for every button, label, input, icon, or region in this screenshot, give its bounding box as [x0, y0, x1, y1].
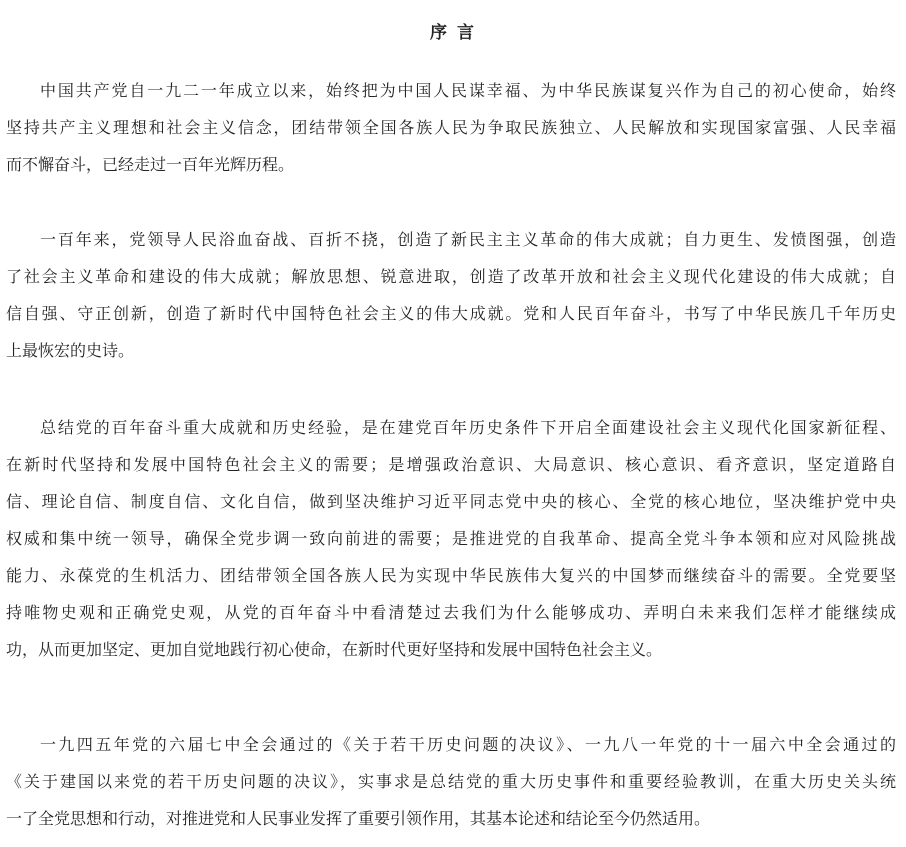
- paragraph-3: [6, 409, 896, 668]
- text-line: 持唯物史观和正确党史观，从党的百年奋斗中看清楚过去我们为什么能够成功、弄明白未来我们怎样才能继续成: [6, 603, 896, 622]
- paragraph-2: [6, 221, 896, 369]
- text-line: 《关于建国以来党的若干历史问题的决议》，实事求是总结党的重大历史事件和重要经验教训，在重大历史关头统: [6, 772, 896, 791]
- text-line: 一了全党思想和行动，对推进党和人民事业发挥了重要引领作用，其基本论述和结论至今仍然适用。: [6, 809, 711, 828]
- text-line: 权威和集中统一领导，确保全党步调一致向前进的需要；是推进党的自我革命、提高全党斗争本领和应对风险挑战: [6, 529, 896, 548]
- text-line: 功，从而更加坚定、更加自觉地践行初心使命，在新时代更好坚持和发展中国特色社会主义。: [6, 640, 663, 659]
- text-line: 信、理论自信、制度自信、文化自信，做到坚决维护习近平同志党中央的核心、全党的核心地位，坚决维护党中央: [6, 492, 896, 511]
- text-line: 上最恢宏的史诗。: [6, 341, 135, 360]
- text-line: 而不懈奋斗，已经走过一百年光辉历程。: [6, 155, 295, 174]
- paragraph-4: [6, 726, 896, 837]
- text-line: 能力、永葆党的生机活力、团结带领全国各族人民为实现中华民族伟大复兴的中国梦而继续奋斗的需要。全党要坚: [6, 566, 896, 585]
- text-line: 一百年来，党领导人民浴血奋战、百折不挠，创造了新民主主义革命的伟大成就；自力更生、发愤图强，创造: [40, 230, 896, 249]
- paragraph-1: [6, 72, 896, 183]
- text-line: 中国共产党自一九二一年成立以来，始终把为中国人民谋幸福、为中华民族谋复兴作为自己的初心使命，始终: [40, 81, 896, 100]
- text-line: 坚持共产主义理想和社会主义信念，团结带领全国各族人民为争取民族独立、人民解放和实现国家富强、人民幸福: [6, 118, 896, 137]
- text-line: 了社会主义革命和建设的伟大成就；解放思想、锐意进取，创造了改革开放和社会主义现代化建设的伟大成就；自: [6, 267, 896, 286]
- text-line: 一九四五年党的六届七中全会通过的《关于若干历史问题的决议》、一九八一年党的十一届六中全会通过的: [40, 735, 896, 754]
- text-line: 总结党的百年奋斗重大成就和历史经验，是在建党百年历史条件下开启全面建设社会主义现代化国家新征程、: [40, 418, 896, 437]
- text-line: 信自强、守正创新，创造了新时代中国特色社会主义的伟大成就。党和人民百年奋斗，书写了中华民族几千年历史: [6, 304, 896, 323]
- text-line: 在新时代坚持和发展中国特色社会主义的需要；是增强政治意识、大局意识、核心意识、看齐意识，坚定道路自: [6, 455, 896, 474]
- page-title: 序 言: [430, 23, 476, 43]
